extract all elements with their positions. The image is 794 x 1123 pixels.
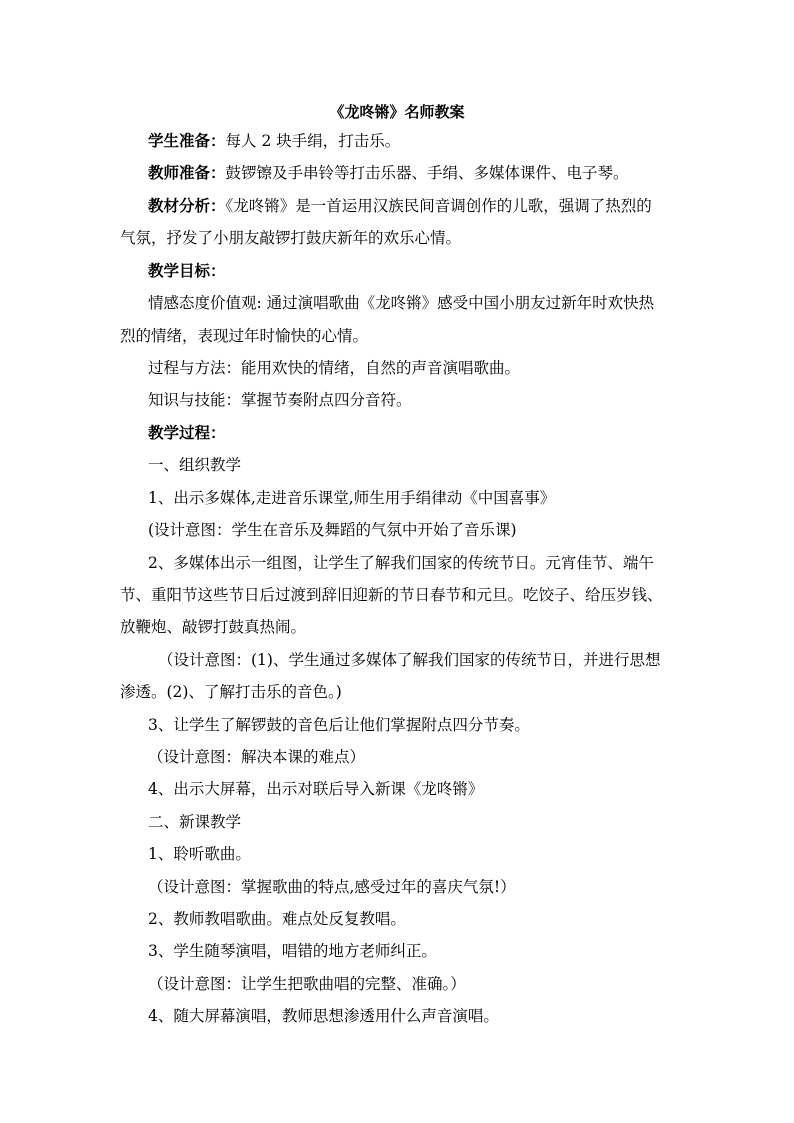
s1-intent-1: (设计意图：学生在音乐及舞蹈的气氛中开始了音乐课) [148, 521, 517, 539]
student-prep-line [148, 130, 400, 152]
teacher-prep-text: 鼓锣镲及手串铃等打击乐器、手绢、多媒体课件、电子琴。 [225, 164, 629, 182]
student-prep-label: 学生准备： [148, 131, 226, 150]
document-title: 《龙咚锵》名师教案 [329, 103, 465, 121]
s2-item-4: 4、随大屏幕演唱，教师思想渗透用什么声音演唱。 [148, 1007, 499, 1025]
s2-item-1: 1、聆听歌曲。 [148, 845, 251, 863]
section-2-heading: 二、新课教学 [148, 813, 242, 831]
s1-intent-3: （设计意图：解决本课的难点） [148, 748, 366, 766]
s1-intent-2-line-2: 渗透。(2)、了解打击乐的音色。) [120, 683, 342, 701]
s2-item-3: 3、学生随琴演唱，唱错的地方老师纠正。 [148, 942, 437, 960]
teacher-prep-line [148, 162, 629, 184]
s2-intent-3: （设计意图：让学生把歌曲唱的完整、准确。） [148, 975, 466, 993]
s1-item-2-line-1: 2、多媒体出示一组图，让学生了解我们国家的传统节日。元宵佳节、端午 [148, 554, 654, 572]
goal-emotion-line-2: 烈的情绪，表现过年时愉快的心情。 [120, 327, 369, 345]
s1-intent-2-line-1: （设计意图：(1)、学生通过多媒体了解我们国家的传统节日，并进行思想 [158, 651, 661, 669]
analysis-line-1 [148, 195, 652, 217]
process-heading: 教学过程： [148, 423, 226, 442]
goal-emotion-line-1: 情感态度价值观: 通过演唱歌曲《龙咚锵》感受中国小朋友过新年时欢快热 [148, 294, 655, 312]
s1-item-3: 3、让学生了解锣鼓的音色后让他们掌握附点四分节奏。 [148, 716, 530, 734]
student-prep-text: 每人 2 块手绢，打击乐。 [225, 132, 401, 150]
goal-knowledge: 知识与技能：掌握节奏附点四分音符。 [148, 391, 412, 409]
s1-item-4: 4、出示大屏幕，出示对联后导入新课《龙咚锵》 [148, 780, 484, 798]
goals-heading: 教学目标： [148, 261, 226, 280]
s2-item-2: 2、教师教唱歌曲。难点处反复教唱。 [148, 910, 406, 928]
analysis-label: 教材分析： [148, 196, 226, 215]
s1-item-1: 1、出示多媒体,走进音乐课堂,师生用手绢律动《中国喜事》 [148, 489, 556, 507]
analysis-line-2: 气氛，抒发了小朋友敲锣打鼓庆新年的欢乐心情。 [120, 229, 462, 247]
goal-process: 过程与方法：能用欢快的情绪，自然的声音演唱歌曲。 [148, 359, 521, 377]
section-1-heading: 一、组织教学 [148, 456, 242, 474]
s1-item-2-line-2: 节、重阳节这些节日后过渡到辞旧迎新的节日春节和元旦。吃饺子、给压岁钱、 [120, 586, 663, 604]
teacher-prep-label: 教师准备： [148, 163, 226, 182]
s2-intent-1: （设计意图：掌握歌曲的特点,感受过年的喜庆气氛!） [148, 878, 516, 896]
s1-item-2-line-3: 放鞭炮、敲锣打鼓真热闹。 [120, 618, 307, 636]
analysis-text-1: 《龙咚锵》是一首运用汉族民间音调创作的儿歌，强调了热烈的 [225, 197, 652, 215]
